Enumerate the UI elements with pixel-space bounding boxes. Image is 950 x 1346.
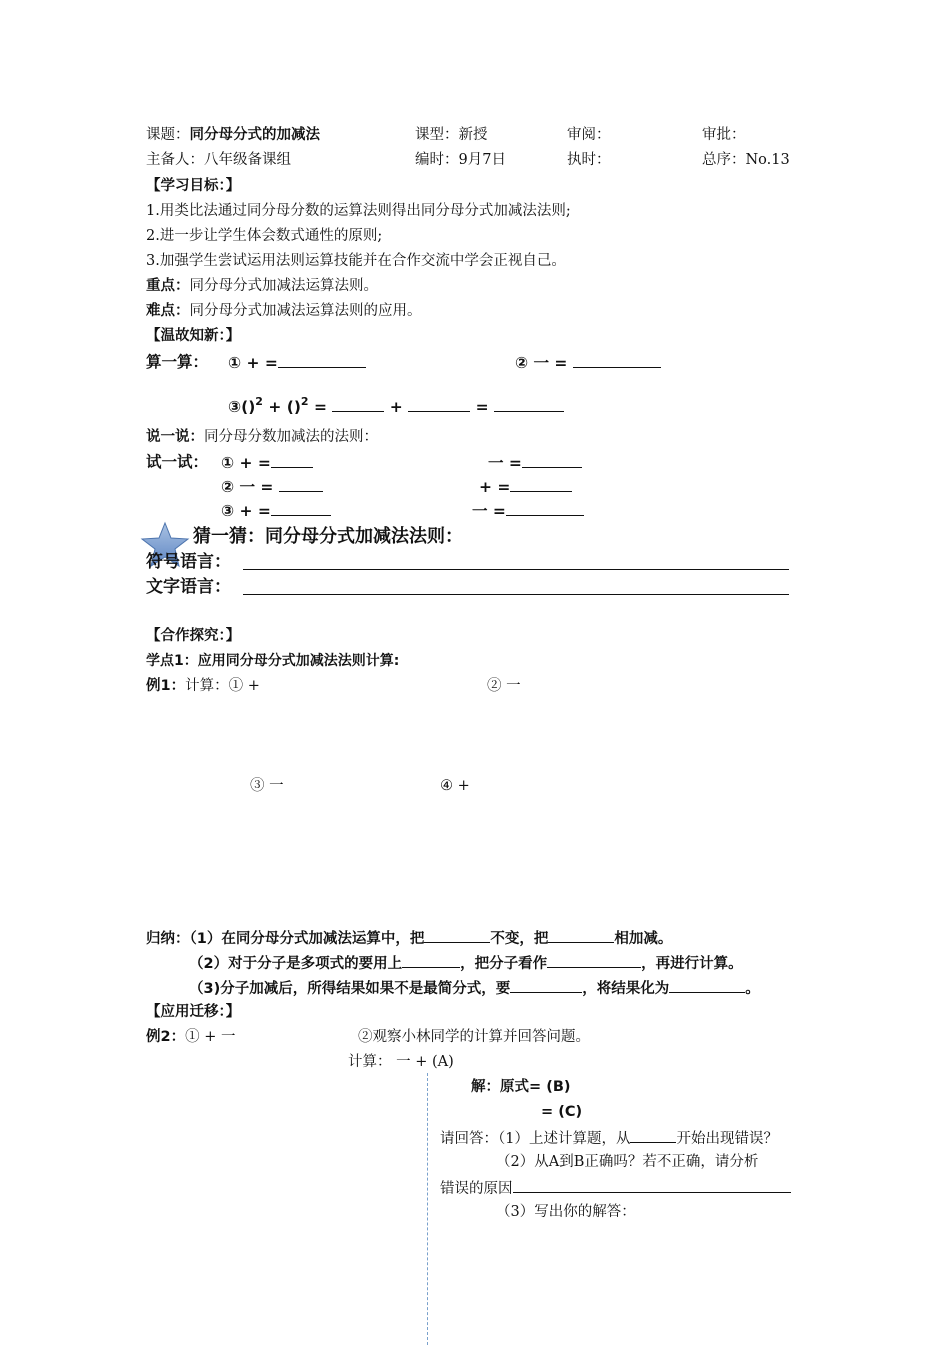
serial-number: 总序：No.13 <box>702 152 790 168</box>
difficulty-label: 难点： <box>146 303 190 319</box>
topic-value: 同分母分式的加减法 <box>189 127 320 143</box>
exec-field: 执时： <box>567 152 611 168</box>
question-2: （2）从A到B正确吗？若不正确，请分析 <box>496 1154 759 1170</box>
author: 主备人：八年级备课组 <box>146 152 291 168</box>
goal-item-1: 1.用类比法通过同分母分数的运算法则得出同分母分式加减法法则; <box>146 203 571 219</box>
example-1-b: ② 一 <box>487 678 521 694</box>
review-field: 审阅： <box>567 127 611 143</box>
try-label: 试一试： <box>146 453 209 471</box>
example-1 <box>146 677 260 695</box>
calc-item-3: ③()$^2$ + ()$^2$ = + = <box>228 393 564 416</box>
say-text: 同分母分数加减法的法则： <box>204 429 378 445</box>
compile-date: 编时：9月7日 <box>415 152 506 168</box>
solution-eq-line: = (C) <box>541 1104 583 1120</box>
summary-line-2: （2）对于分子是多项式的要用上 ，把分子看作 ，再进行计算。 <box>189 953 743 973</box>
try-item-1: ① + = <box>221 453 313 472</box>
question-2-reason: 错误的原因 <box>440 1178 791 1198</box>
calc-label: 算一算： <box>146 353 209 371</box>
key-label: 重点： <box>146 278 190 294</box>
guess-title: 猜一猜：同分母分式加减法法则： <box>193 526 463 547</box>
try-item-2: 一 = <box>488 453 582 472</box>
key-point <box>146 277 378 295</box>
try-item-6: 一 = <box>472 501 584 520</box>
question-1: 请回答：（1）上述计算题，从 开始出现错误？ <box>440 1128 778 1148</box>
try-item-5: ③ + = <box>221 501 331 520</box>
say-one <box>146 428 378 446</box>
goal-item-3: 3.加强学生尝试运用法则运算技能并在合作交流中学会正视自己。 <box>146 253 566 269</box>
summary-line-3: （3)分子加减后，所得结果如果不是最简分式，要 ，将结果化为 。 <box>189 978 760 998</box>
learning-point-1: 学点1：应用同分母分式加减法法则计算: <box>146 653 400 669</box>
question-3: （3）写出你的解答： <box>496 1204 636 1220</box>
example-1-text: 计算：① + <box>185 678 260 694</box>
difficulty-text: 同分母分式加减法运算法则的应用。 <box>189 303 422 319</box>
calc-item-1: ① + = <box>228 353 366 372</box>
solution-line: 解：原式= (B) <box>471 1079 571 1095</box>
text-language-line[interactable] <box>243 594 789 595</box>
key-text: 同分母分式加减法运算法则。 <box>189 278 378 294</box>
example-2-text: ① + 一 <box>185 1029 236 1045</box>
topic-label: 课题：同分母分式的加减法 <box>146 127 320 143</box>
review-heading: 【温故知新：】 <box>146 328 241 344</box>
goals-heading: 【学习目标：】 <box>146 178 241 194</box>
example-1-c: ③ 一 <box>250 778 284 794</box>
text-language-label: 文字语言： <box>146 577 231 597</box>
calc-item-2: ② 一 = <box>515 353 661 372</box>
example-2-calc: 计算： 一 + (A) <box>348 1054 454 1070</box>
summary-line-1: 归纳：（1）在同分母分式加减法运算中，把 不变，把 相加减。 <box>146 928 672 948</box>
difficulty-point <box>146 302 422 320</box>
lesson-type: 课型：新授 <box>415 127 488 143</box>
example-1-d: ④ + <box>440 778 470 794</box>
divider-line <box>427 1073 428 1345</box>
example-1-label: 例1： <box>146 678 186 694</box>
example-2 <box>146 1028 235 1046</box>
explore-heading: 【合作探究：】 <box>146 628 241 644</box>
goal-item-2: 2.进一步让学生体会数式通性的原则; <box>146 228 383 244</box>
symbol-language-line[interactable] <box>243 569 789 570</box>
example-2-b: ②观察小林同学的计算并回答问题。 <box>358 1029 590 1045</box>
try-item-3: ② 一 = <box>221 477 323 496</box>
say-label: 说一说： <box>146 429 204 445</box>
symbol-language-label: 符号语言： <box>146 552 231 572</box>
try-item-4: + = <box>479 477 572 496</box>
example-2-label: 例2： <box>146 1029 186 1045</box>
apply-heading: 【应用迁移：】 <box>146 1004 241 1020</box>
approve-field: 审批： <box>702 127 746 143</box>
